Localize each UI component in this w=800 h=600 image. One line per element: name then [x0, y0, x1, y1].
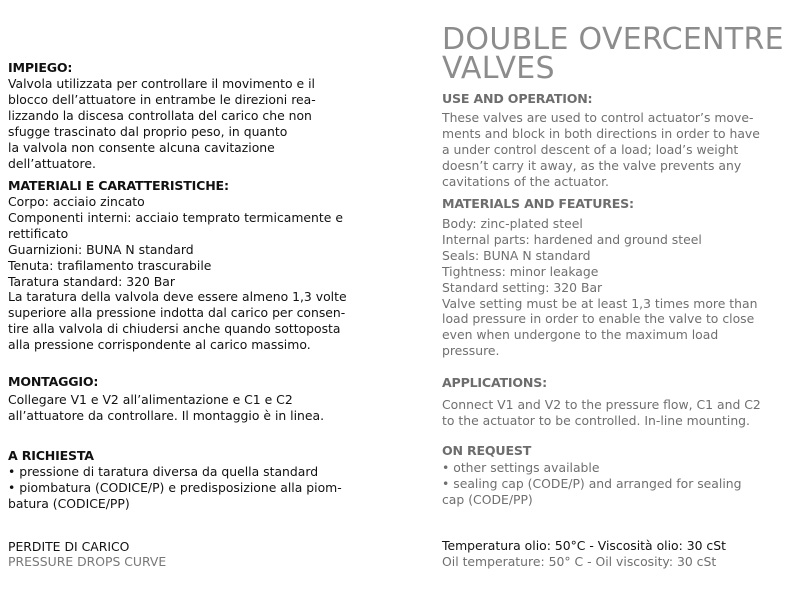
request-text: • other settings available • sealing cap (CODE/P) and arranged for sealing cap (CODE/PP)	[442, 460, 742, 507]
oil-spec-italian: Temperatura olio: 50°C - Viscosità olio: 30 cSt	[442, 538, 726, 553]
materiali-heading: MATERIALI E CARATTERISTICHE:	[8, 178, 229, 193]
applications-heading: APPLICATIONS:	[442, 375, 547, 390]
page-title: DOUBLE OVERCENTRE VALVES	[442, 22, 784, 86]
use-text: These valves are used to control actuator’s move- ments and block in both directions in order to have a under control descent of a load; load’s weight doesn’t carry it away, as the valve prevents any cavitations of the actuator.	[442, 110, 760, 189]
applications-text: Connect V1 and V2 to the pressure flow, C1 and C2 to the actuator to be controlled. In-line mounting.	[442, 397, 761, 428]
use-heading: USE AND OPERATION:	[442, 91, 593, 106]
montaggio-heading: MONTAGGIO:	[8, 374, 99, 389]
impiego-text: Valvola utilizzata per controllare il movimento e il blocco dell’attuatore in entrambe le direzioni rea- lizzando la discesa controllata del carico che non sfugge trascinato dal proprio peso, in quanto la valvola non consente alcuna cavitazione dell’attuatore.	[8, 76, 316, 171]
richiesta-heading: A RICHIESTA	[8, 448, 94, 463]
richiesta-text: • pressione di taratura diversa da quella standard • piombatura (CODICE/P) e predisposizione alla piom- batura (CODICE/PP)	[8, 464, 342, 511]
materials-heading: MATERIALS AND FEATURES:	[442, 196, 634, 211]
oil-spec-english: Oil temperature: 50° C - Oil viscosity: 30 cSt	[442, 554, 717, 569]
materials-text: Body: zinc-plated steel Internal parts: hardened and ground steel Seals: BUNA N standard Tightness: minor leakage Standard setting: 320 Bar Valve setting must be at least 1,3 times more than load pressure in order to enable the valve to close even when undergone to the maximum load pressure.	[442, 216, 758, 359]
pressure-drops-italian: PERDITE DI CARICO	[8, 539, 130, 554]
pressure-drops-english: PRESSURE DROPS CURVE	[8, 554, 167, 569]
request-heading: ON REQUEST	[442, 443, 532, 458]
materiali-text: Corpo: acciaio zincato Componenti interni: acciaio temprato termicamente e rettificato Guarnizioni: BUNA N standard Tenuta: trafilamento trascurabile Taratura standard: 320 Bar La taratura della valvola deve essere almeno 1,3 volte superiore alla pressione indotta dal carico per consen- tire alla valvola di chiudersi anche quando sottoposta alla pressione corrispondente al carico massimo.	[8, 194, 347, 353]
montaggio-text: Collegare V1 e V2 all’alimentazione e C1 e C2 all’attuatore da controllare. Il montaggio è in linea.	[8, 392, 325, 423]
impiego-heading: IMPIEGO:	[8, 60, 73, 75]
